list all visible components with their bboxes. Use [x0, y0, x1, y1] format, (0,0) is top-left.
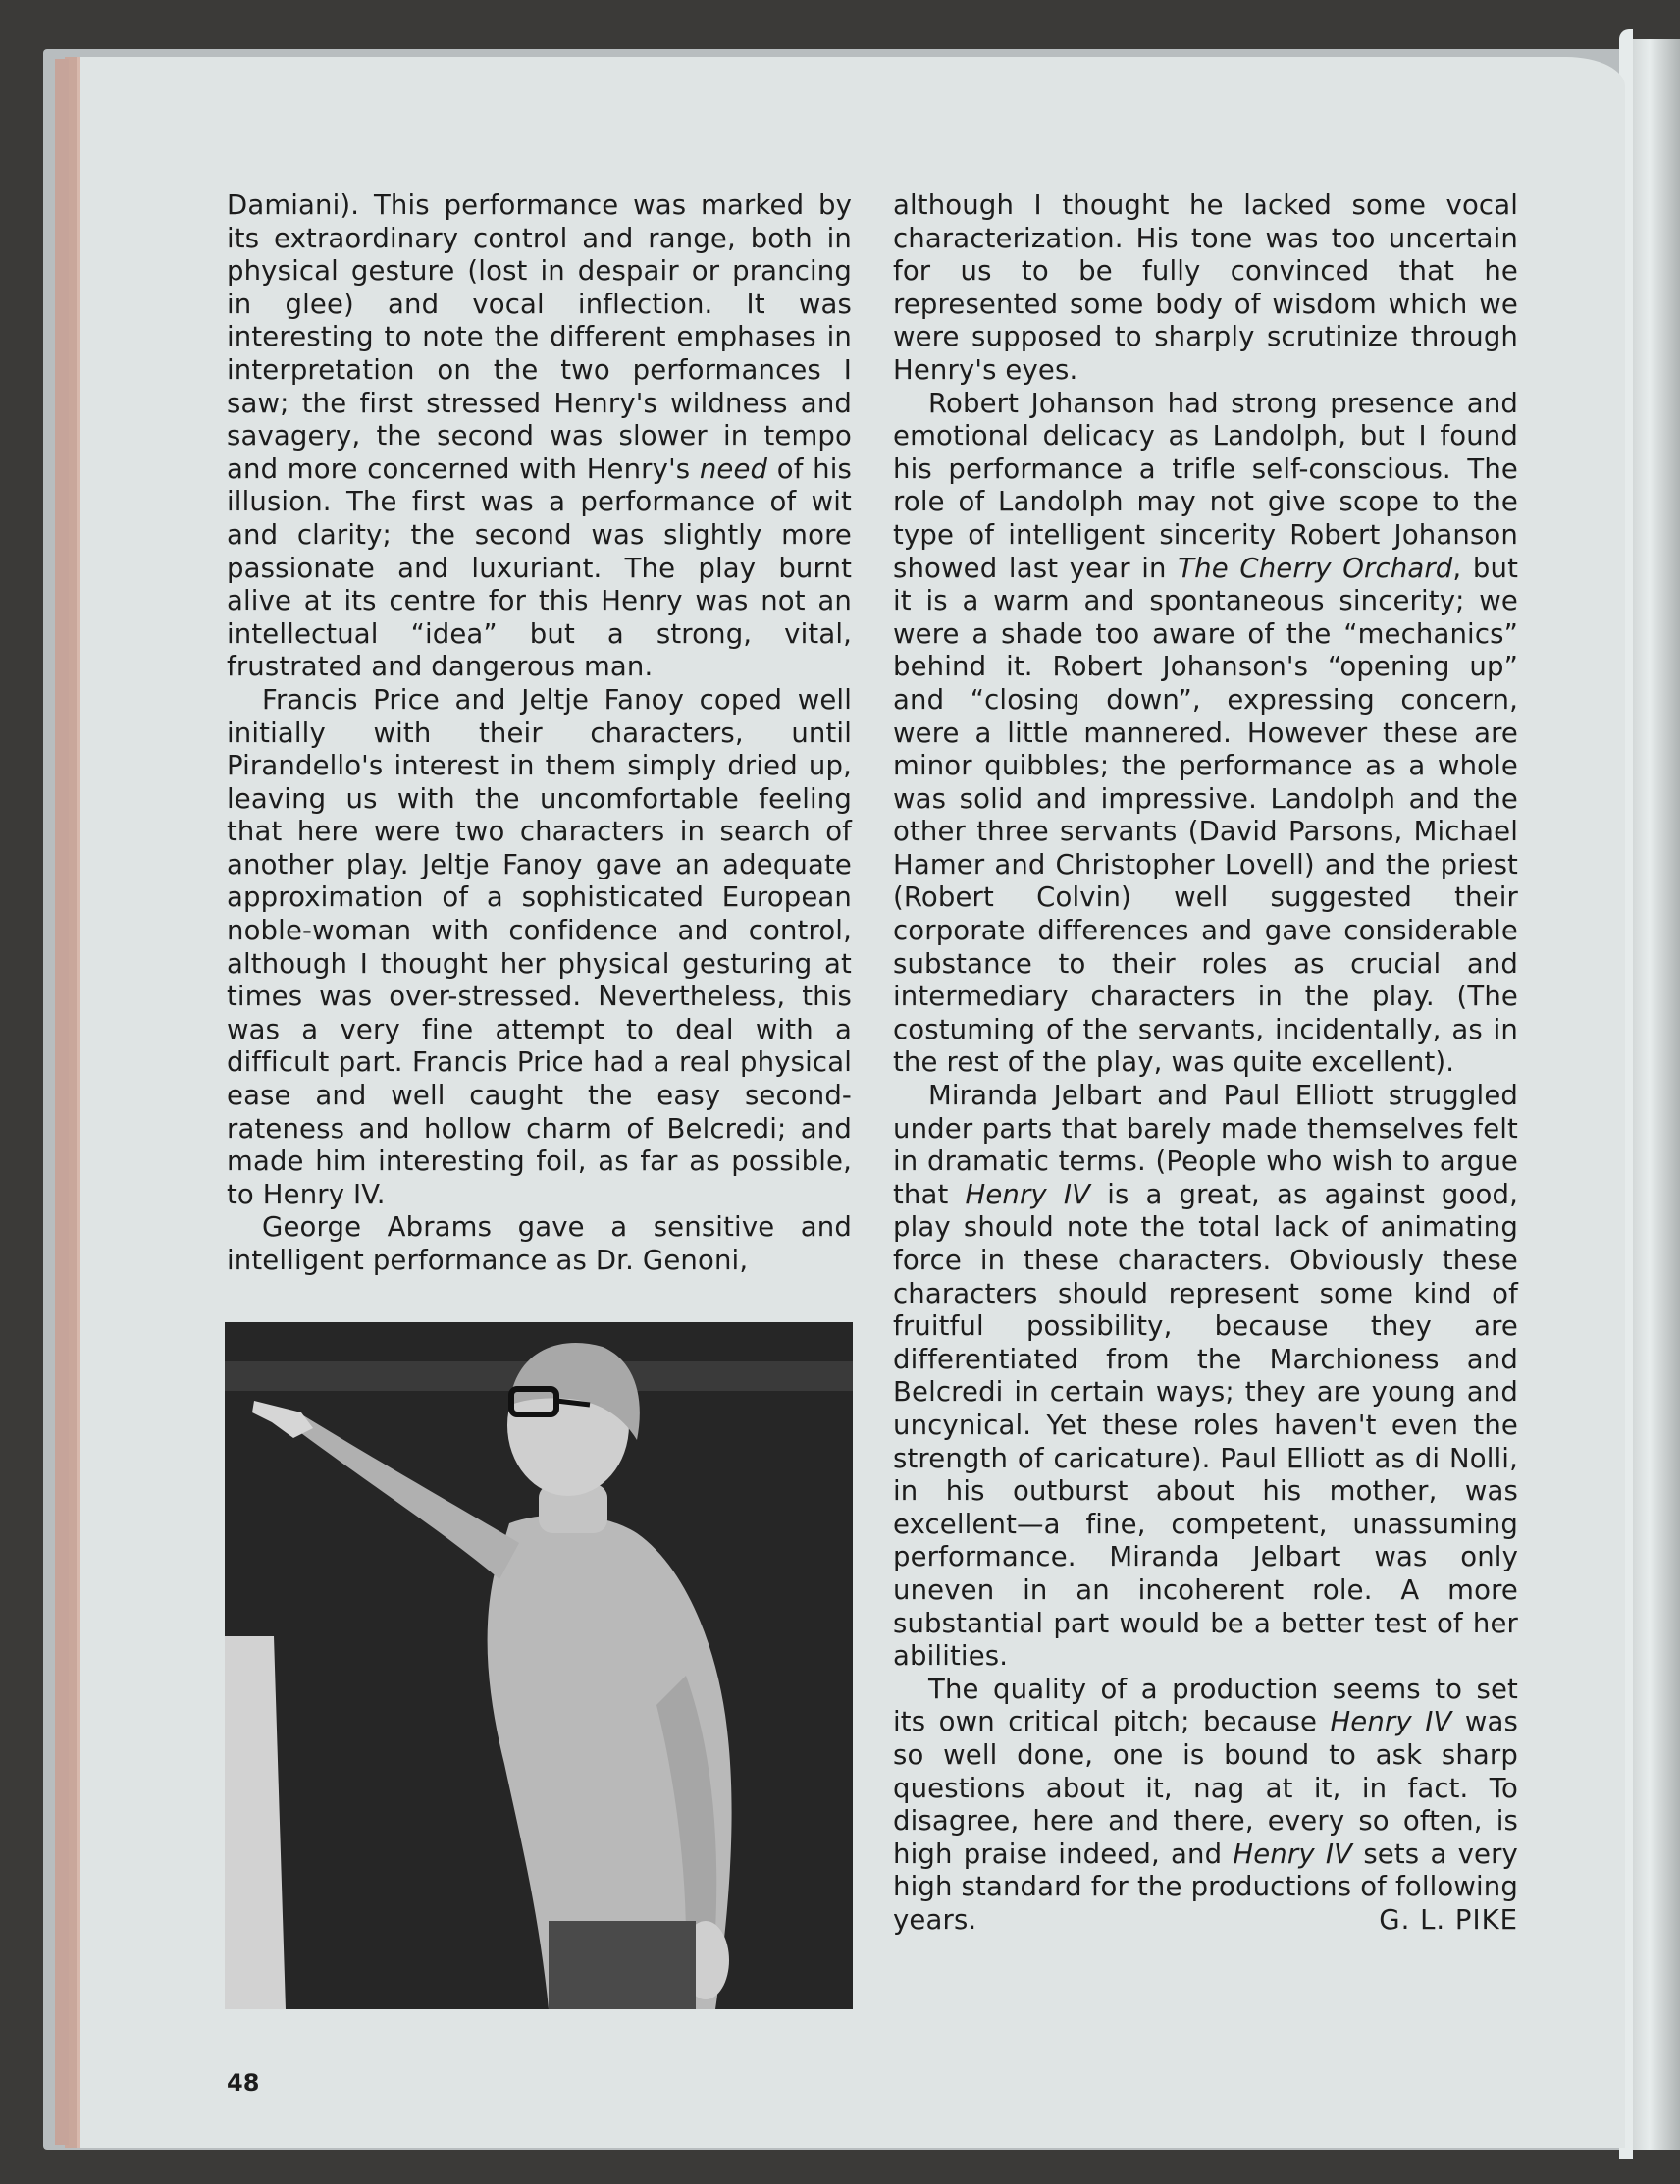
- italic-title: Henry IV: [965, 1178, 1091, 1210]
- italic-title: Henry IV: [1330, 1706, 1452, 1738]
- paragraph: [227, 189, 852, 684]
- paragraph-text: Robert Johanson had strong presence and emotional delicacy as Landolph, but I found his performance a trifle self-conscious. The role of Landolph may not give scope to the type of intelligent sincerity Robert Johanson showed last year in: [893, 387, 1518, 584]
- paragraph-text: , but it is a warm and spontaneous sincerity; we were a shade too aware of the “mechanics” behind it. Robert Johanson's “opening up” and “closing down”, expressing concern, were a little mannered. However these are minor quibbles; the performance as a whole was solid and impressive. Landolph and the other three servants (David Parsons, Michael Hamer and Christopher Lovell) and the priest (Robert Colvin) well suggested their corporate differences and gave considerable substance to their roles as crucial and intermediary characters in the play. (The costuming of the servants, incidentally, as in the rest of the play, was quite excellent).: [893, 552, 1519, 1079]
- italic-word: need: [699, 453, 768, 485]
- paragraph: although I thought he lacked some vocal characterization. His tone was too uncertain for us to be fully convinced that he represented some body of wisdom which we were supposed to sharply scrutinize through Henry's eyes.: [893, 189, 1518, 386]
- paragraph-text: of his illusion. The first was a performance of wit and clarity; the second was slightly more passionate and luxuriant. The play burnt alive at its centre for this Henry was not an intellectual “idea” but a strong, vital, frustrated and dangerous man.: [227, 453, 853, 683]
- final-paragraph-wrap: [893, 1674, 1518, 1938]
- paragraph: [893, 1674, 1518, 1938]
- page-number: 48: [227, 2069, 260, 2097]
- paragraph-text: Miranda Jelbart and Paul Elliott struggled under parts that barely made themselves felt in dramatic terms. (People who wish to argue that: [893, 1080, 1518, 1210]
- italic-title: Henry IV: [1233, 1838, 1353, 1870]
- left-text-column: [227, 189, 852, 1278]
- right-text-column: [893, 189, 1518, 1937]
- paragraph-text: was so well done, one is bound to ask sharp questions about it, nag at it, in fact. To disagree, here and there, every so often, is high praise indeed, and: [893, 1706, 1518, 1870]
- paragraph: [893, 1080, 1518, 1674]
- paragraph-text: is a great, as against good, play should note the total lack of animating force in these characters. Obviously these characters should represent some kind of fruitful possibility, because they are differentiated from the Marchioness and Belcredi in certain ways; they are young and uncynical. Yet these roles haven't even the strength of caricature). Paul Elliott as di Nolli, in his outburst about his mother, was excellent—a fine, competent, unassuming performance. Miranda Jelbart was only uneven in an incoherent role. A more substantial part would be a better test of her abilities.: [893, 1178, 1518, 1673]
- actor-pointing-photo: [225, 1322, 853, 2009]
- paragraph: Francis Price and Jeltje Fanoy coped well initially with their characters, until Pirandello's interest in them simply dried up, leaving us with the uncomfortable feeling that here were two characters in search of another play. Jeltje Fanoy gave an adequate approximation of a sophisticated European noble-woman with confidence and control, although I thought her physical gesturing at times was over-stressed. Nevertheless, this was a very fine attempt to deal with a difficult part. Francis Price had a real physical ease and well caught the easy second-rateness and hollow charm of Belcredi; and made him interesting foil, as far as possible, to Henry IV.: [227, 683, 852, 1210]
- paragraph-text: The quality of a production seems to set its own critical pitch; because: [893, 1673, 1518, 1738]
- page-stack-right-edge: [1629, 39, 1680, 2150]
- italic-title: The Cherry Orchard: [1178, 552, 1453, 584]
- paragraph: George Abrams gave a sensitive and intelligent performance as Dr. Genoni,: [227, 1211, 852, 1276]
- paragraph: [893, 388, 1518, 1080]
- paragraph-text: sets a very high standard for the productions of following years.: [893, 1838, 1518, 1936]
- paragraph-text: Damiani). This performance was marked by its extraordinary control and range, both in physical gesture (lost in despair or prancing in glee) and vocal inflection. It was interesting to note the different emphases in interpretation on the two performances I saw; the first stressed Henry's wildness and savagery, the second was slower in tempo and more concerned with Henry's: [227, 189, 852, 485]
- author-signoff: G. L. PIKE: [1379, 1903, 1518, 1936]
- rehearsal-photo: [225, 1322, 853, 2009]
- binding-strip: [55, 59, 69, 2145]
